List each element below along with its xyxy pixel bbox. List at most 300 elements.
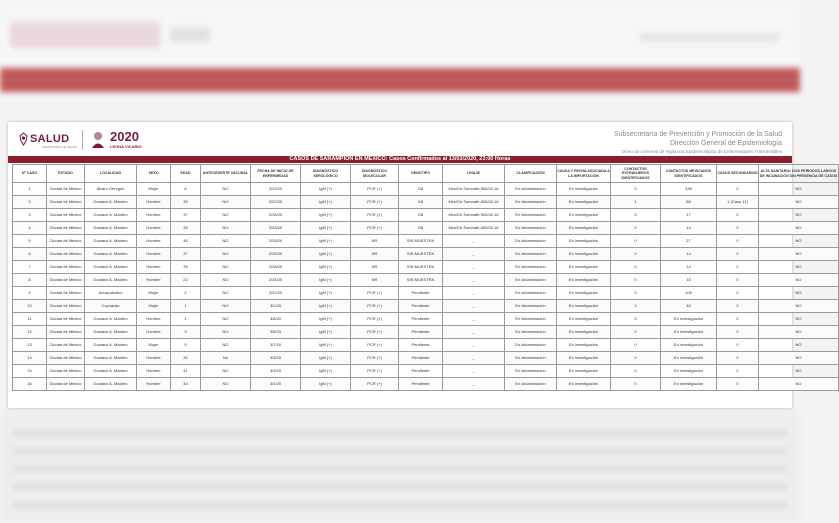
table-cell: IgM (+) [301, 274, 351, 287]
table-cell: IgM (+) [301, 378, 351, 391]
table-cell: Hombre [137, 261, 171, 274]
table-cell: Pendiente [399, 300, 443, 313]
table-cell: NO [201, 196, 251, 209]
table-cell: Mujer [137, 339, 171, 352]
column-header: FECHA DE INICIO DE ENFERMEDAD [251, 165, 301, 183]
table-cell: 35 [171, 261, 201, 274]
table-cell: 0 [611, 287, 661, 300]
table-cell: Mvs/Gir Somnath.IND/42.16 [443, 183, 505, 196]
table-cell: IgM (+) [301, 287, 351, 300]
table-cell: Ciudad de México [47, 261, 85, 274]
table-cell: NO [759, 196, 839, 209]
table-cell: 0 [717, 313, 759, 326]
table-cell: 3/3/20 [251, 365, 301, 378]
table-row [13, 378, 839, 391]
table-row [13, 313, 839, 326]
table-cell: En dictaminación [505, 326, 557, 339]
table-cell: 48 [661, 300, 717, 313]
table-cell: En investigación [557, 300, 611, 313]
table-cell: 39 [171, 222, 201, 235]
table-cell: 0 [611, 209, 661, 222]
table-cell: 0 [611, 352, 661, 365]
table-cell: Gustavo A. Madero [85, 352, 137, 365]
table-cell: Hombre [137, 365, 171, 378]
table-cell: 0 [717, 352, 759, 365]
table-cell: 3/4/20 [251, 378, 301, 391]
table-cell: PCR (+) [351, 378, 399, 391]
table-cell: 27 [661, 235, 717, 248]
table-cell: 35 [171, 196, 201, 209]
table-cell: _ [443, 339, 505, 352]
table-cell: 2/28/20 [251, 248, 301, 261]
table-cell: Ciudad de México [47, 300, 85, 313]
table-cell: Pendiente [399, 352, 443, 365]
table-cell: Ciudad de México [47, 287, 85, 300]
table-cell: NO [201, 287, 251, 300]
table-row [13, 261, 839, 274]
table-cell: En investigación [557, 183, 611, 196]
table-cell: Gustavo A. Madero [85, 261, 137, 274]
table-cell: 3/7/20 [251, 339, 301, 352]
table-cell: Ciudad de México [47, 378, 85, 391]
table-cell: Gustavo A. Madero [85, 222, 137, 235]
table-row [13, 365, 839, 378]
table-header [13, 165, 839, 183]
table-row [13, 339, 839, 352]
table-cell: Hombre [137, 235, 171, 248]
table-cell: 8 [171, 183, 201, 196]
table-cell: IgM (+) [301, 196, 351, 209]
table-cell: En dictaminación [505, 183, 557, 196]
table-cell: 0 [611, 365, 661, 378]
table-cell: En dictaminación [505, 248, 557, 261]
table-cell: En dictaminación [505, 235, 557, 248]
table-cell: Ciudad de México [47, 274, 85, 287]
table-cell: D8 [399, 196, 443, 209]
table-cell: NO [759, 326, 839, 339]
table-cell: En dictaminación [505, 352, 557, 365]
table-cell: 16 [13, 378, 47, 391]
table-cell: Coyoacán [85, 300, 137, 313]
table-cell: 0 [717, 274, 759, 287]
table-cell: 10 [13, 300, 47, 313]
table-cell: NO [759, 209, 839, 222]
table-cell: _ [443, 261, 505, 274]
table-cell: Pendiente [399, 365, 443, 378]
table-cell: 0 [717, 287, 759, 300]
table-cell: SIN MUESTRA [399, 248, 443, 261]
table-title: CASOS DE SARAMPIÓN EN MÉXICO: Casos Confirmados al 13/03/2020, 23:00 Horas [8, 156, 792, 163]
institution-line-2: Dirección General de Epidemiología [669, 140, 782, 147]
table-cell: Ciudad de México [47, 313, 85, 326]
table-cell: Pendiente [399, 313, 443, 326]
table-cell: 0 [611, 339, 661, 352]
table-cell: En investigación [557, 326, 611, 339]
institution-line-3: Dirección General de Vigilancia Epidemiológica de Enfermedades Transmisibles [621, 149, 782, 154]
table-cell: NR [351, 248, 399, 261]
table-body [13, 183, 839, 391]
table-cell: 41 [171, 365, 201, 378]
table-cell: _ [443, 313, 505, 326]
table-cell: Hombre [137, 378, 171, 391]
table-cell: IgM (+) [301, 261, 351, 274]
table-cell: En investigación [661, 352, 717, 365]
table-cell: PCR (+) [351, 209, 399, 222]
table-cell: En dictaminación [505, 365, 557, 378]
table-cell: En investigación [557, 196, 611, 209]
table-cell: En investigación [557, 274, 611, 287]
table-cell: En investigación [557, 248, 611, 261]
column-header: EDAD [171, 165, 201, 183]
table-cell: NO [201, 365, 251, 378]
table-cell: Ciudad de México [47, 209, 85, 222]
table-cell: Pendiente [399, 339, 443, 352]
document-sheet [8, 122, 838, 408]
table-cell: _ [443, 248, 505, 261]
table-cell: PCR (+) [351, 365, 399, 378]
table-cell: 0 [717, 365, 759, 378]
table-cell: En investigación [661, 313, 717, 326]
table-cell: 2/22/20 [251, 287, 301, 300]
table-cell: 15 [13, 365, 47, 378]
table-cell: NO [201, 235, 251, 248]
table-cell: 0 [611, 222, 661, 235]
table-cell: Hombre [137, 274, 171, 287]
table-cell: Ciudad de México [47, 222, 85, 235]
table-cell: 0 [611, 248, 661, 261]
table-cell: 2/28/20 [251, 209, 301, 222]
table-cell: Azcapotzalco [85, 287, 137, 300]
table-cell: 12 [13, 326, 47, 339]
table-cell: NO [759, 248, 839, 261]
table-row [13, 235, 839, 248]
table-row [13, 222, 839, 235]
table-cell: _ [443, 326, 505, 339]
table-cell: Gustavo A. Madero [85, 378, 137, 391]
column-header: ESTADO [47, 165, 85, 183]
table-cell: 7 [13, 261, 47, 274]
table-cell: IgM (+) [301, 183, 351, 196]
table-cell: 11 [13, 313, 47, 326]
table-cell: 3 [13, 209, 47, 222]
table-cell: Mujer [137, 287, 171, 300]
table-cell: 3/2/20 [251, 300, 301, 313]
table-cell: NO [201, 183, 251, 196]
column-header: CASOS SECUNDARIOS [717, 165, 759, 183]
table-cell: NO [201, 313, 251, 326]
table-cell: Mvs/Gir Somnath.IND/42.16 [443, 209, 505, 222]
table-cell: NO [759, 261, 839, 274]
column-header: DIAGNÓSTICO SEROLÓGICO [301, 165, 351, 183]
table-cell: Mvs/Gir Somnath.IND/42.16 [443, 196, 505, 209]
table-cell: 0 [611, 235, 661, 248]
table-cell: NO [201, 274, 251, 287]
table-cell: 46 [171, 235, 201, 248]
table-cell: 88 [661, 196, 717, 209]
table-cell: En dictaminación [505, 274, 557, 287]
table-cell: 0 [717, 222, 759, 235]
column-header: CONTACTOS MEXICANOS IDENTIFICADOS [661, 165, 717, 183]
table-cell: IgM (+) [301, 222, 351, 235]
column-header: CAUSA Y FECHA ASOCIADA A LA IMPORTACIÓN [557, 165, 611, 183]
table-cell: Ciudad de México [47, 339, 85, 352]
table-cell: 0 [717, 326, 759, 339]
table-cell: En investigación [557, 313, 611, 326]
table-cell: 2/24/20 [251, 222, 301, 235]
table-cell: Hombre [137, 209, 171, 222]
table-cell: SIN MUESTRA [399, 274, 443, 287]
table-cell: En investigación [557, 378, 611, 391]
table-row [13, 287, 839, 300]
table-cell: 3/3/20 [251, 352, 301, 365]
table-cell: Mvs/Gir Somnath.IND/42.16 [443, 222, 505, 235]
table-cell: 2/23/20 [251, 183, 301, 196]
table-row [13, 326, 839, 339]
table-cell: 1 [171, 313, 201, 326]
salud-logo-subtitle: SECRETARÍA DE SALUD [42, 145, 77, 149]
table-cell: NO [201, 209, 251, 222]
table-cell: 15 [661, 274, 717, 287]
table-cell: NO [759, 300, 839, 313]
institution-line-1: Subsecretaría de Prevención y Promoción de la Salud [613, 131, 782, 138]
table-cell: Hombre [137, 222, 171, 235]
table-cell: NO [201, 222, 251, 235]
table-cell: 14 [661, 222, 717, 235]
table-cell: PCR (+) [351, 183, 399, 196]
table-cell: 0 [611, 300, 661, 313]
table-cell: PCR (+) [351, 222, 399, 235]
table-row [13, 209, 839, 222]
table-cell: En dictaminación [505, 339, 557, 352]
table-cell: 0 [611, 326, 661, 339]
table-cell: En dictaminación [505, 287, 557, 300]
table-cell: NO [759, 365, 839, 378]
table-cell: 0 [717, 248, 759, 261]
table-cell: D8 [399, 222, 443, 235]
table-cell: IgM (+) [301, 209, 351, 222]
measles-cases-table [12, 164, 839, 391]
table-cell: 106 [661, 287, 717, 300]
year-logo-subtitle: LEONA VICARIO [110, 144, 142, 149]
table-cell: PCR (+) [351, 300, 399, 313]
table-cell: 5 [13, 235, 47, 248]
table-cell: 2/28/20 [251, 261, 301, 274]
table-cell: 2 [13, 196, 47, 209]
table-cell: 0 [611, 261, 661, 274]
table-cell: IgM (+) [301, 339, 351, 352]
table-cell: PCR (+) [351, 196, 399, 209]
table-cell: Gustavo A. Madero [85, 235, 137, 248]
table-cell: 5 [171, 339, 201, 352]
table-cell: _ [443, 378, 505, 391]
table-cell: Hombre [137, 313, 171, 326]
table-cell: 0 [717, 209, 759, 222]
table-row [13, 300, 839, 313]
table-cell: En dictaminación [505, 196, 557, 209]
table-cell: PCR (+) [351, 287, 399, 300]
table-cell: Ciudad de México [47, 196, 85, 209]
table-cell: _ [443, 352, 505, 365]
column-header: LOCALIDAD [85, 165, 137, 183]
table-cell: 30 [171, 352, 201, 365]
table-cell: En investigación [557, 222, 611, 235]
table-cell: 6 [13, 248, 47, 261]
table-cell: En investigación [557, 261, 611, 274]
table-cell: En dictaminación [505, 222, 557, 235]
table-cell: D8 [399, 183, 443, 196]
table-cell: 4 [13, 222, 47, 235]
table-cell: 1 (Caso 11) [717, 196, 759, 209]
table-cell: 37 [171, 209, 201, 222]
table-cell: 13 [13, 339, 47, 352]
table-cell: 0 [717, 339, 759, 352]
table-cell: 44 [171, 378, 201, 391]
table-cell: En dictaminación [505, 313, 557, 326]
table-cell: NO [201, 300, 251, 313]
table-cell: NR [351, 235, 399, 248]
table-cell: NO [201, 339, 251, 352]
table-cell: Gustavo A. Madero [85, 209, 137, 222]
table-cell: 1 [171, 300, 201, 313]
table-cell: En dictaminación [505, 300, 557, 313]
logo-divider [82, 130, 83, 150]
table-row [13, 274, 839, 287]
column-header: ALTA SANITARIA: DOS PERIODOS LARGOS DE INCUBACIÓN SIN PRESENCIA DE CASOS [759, 165, 839, 183]
leona-vicario-portrait-icon [90, 130, 106, 148]
table-cell: Gustavo A. Madero [85, 326, 137, 339]
table-cell: Pendiente [399, 326, 443, 339]
column-header: CLASIFICACIÓN [505, 165, 557, 183]
table-cell: PCR (+) [351, 339, 399, 352]
table-cell: Gustavo A. Madero [85, 313, 137, 326]
table-cell: 17 [661, 209, 717, 222]
table-cell: 9 [13, 287, 47, 300]
table-cell: Ciudad de México [47, 235, 85, 248]
column-header: ANTECEDENTE VACUNAL [201, 165, 251, 183]
table-cell: NO [759, 183, 839, 196]
table-cell: Mujer [137, 183, 171, 196]
table-cell: _ [443, 287, 505, 300]
document-header [8, 122, 792, 156]
column-header: LINAJE [443, 165, 505, 183]
table-cell: NO [759, 339, 839, 352]
column-header: CONTACTOS EXTRANJEROS IDENTIFICADOS [611, 165, 661, 183]
table-cell: NO [759, 235, 839, 248]
table-cell: NO [759, 274, 839, 287]
column-header: Nº CASO [13, 165, 47, 183]
table-cell: Ciudad de México [47, 365, 85, 378]
table-cell: En investigación [661, 339, 717, 352]
table-row [13, 352, 839, 365]
table-cell: NO [759, 287, 839, 300]
table-cell: 22 [171, 274, 201, 287]
table-cell: En dictaminación [505, 261, 557, 274]
table-cell: 2/22/20 [251, 196, 301, 209]
table-cell: NO [201, 261, 251, 274]
table-cell: 0 [717, 261, 759, 274]
table-cell: Pendiente [399, 287, 443, 300]
table-cell: Ciudad de México [47, 248, 85, 261]
table-cell: 3 [171, 326, 201, 339]
table-cell: 0 [717, 378, 759, 391]
table-cell: En investigación [661, 365, 717, 378]
table-cell: 1 [611, 196, 661, 209]
table-cell: NO [759, 313, 839, 326]
table-cell: 14 [661, 261, 717, 274]
table-cell: Ciudad de México [47, 183, 85, 196]
table-cell: En dictaminación [505, 378, 557, 391]
table-cell: 3/8/20 [251, 326, 301, 339]
table-cell: IgM (+) [301, 235, 351, 248]
table-cell: 14 [13, 352, 47, 365]
table-cell: SIN MUESTRA [399, 235, 443, 248]
table-cell: En investigación [557, 287, 611, 300]
table-cell: En investigación [557, 352, 611, 365]
table-cell: NO [759, 352, 839, 365]
table-cell: 0 [611, 378, 661, 391]
table-cell: 0 [717, 300, 759, 313]
table-cell: D8 [399, 209, 443, 222]
table-cell: En investigación [557, 209, 611, 222]
table-cell: IgM (+) [301, 352, 351, 365]
column-header: SEXO [137, 165, 171, 183]
table-cell: IgM (+) [301, 326, 351, 339]
table-cell: PCR (+) [351, 326, 399, 339]
table-cell: NO [201, 326, 251, 339]
column-header: GENOTIPO [399, 165, 443, 183]
table-cell: 2/24/20 [251, 274, 301, 287]
table-cell: 2/25/20 [251, 235, 301, 248]
table-cell: 14 [661, 248, 717, 261]
table-cell: PCR (+) [351, 313, 399, 326]
table-row [13, 183, 839, 196]
table-cell: 436 [661, 183, 717, 196]
table-cell: Hombre [137, 326, 171, 339]
table-cell: 37 [171, 248, 201, 261]
table-cell: 3/8/20 [251, 313, 301, 326]
table-cell: 0 [611, 183, 661, 196]
table-cell: En investigación [557, 339, 611, 352]
table-cell: Álvaro Obregón [85, 183, 137, 196]
table-cell: _ [443, 274, 505, 287]
table-cell: No [201, 352, 251, 365]
table-cell: 1 [13, 183, 47, 196]
table-cell: IgM (+) [301, 248, 351, 261]
table-cell: En investigación [557, 235, 611, 248]
table-row [13, 248, 839, 261]
table-cell: Gustavo A. Madero [85, 274, 137, 287]
table-row [13, 196, 839, 209]
table-cell: Hombre [137, 248, 171, 261]
table-cell: NO [201, 378, 251, 391]
table-cell: Mujer [137, 300, 171, 313]
table-cell: NR [351, 261, 399, 274]
table-cell: 8 [13, 274, 47, 287]
table-cell: 2 [171, 287, 201, 300]
table-cell: Gustavo A. Madero [85, 365, 137, 378]
table-cell: IgM (+) [301, 365, 351, 378]
table-cell: SIN MUESTRA [399, 261, 443, 274]
table-cell: 0 [717, 183, 759, 196]
table-cell: En investigación [557, 365, 611, 378]
table-cell: Ciudad de México [47, 326, 85, 339]
table-cell: En investigación [661, 378, 717, 391]
table-cell: PCR (+) [351, 352, 399, 365]
table-cell: Hombre [137, 196, 171, 209]
table-cell: Hombre [137, 352, 171, 365]
table-cell: En dictaminación [505, 209, 557, 222]
table-cell: Gustavo A. Madero [85, 196, 137, 209]
